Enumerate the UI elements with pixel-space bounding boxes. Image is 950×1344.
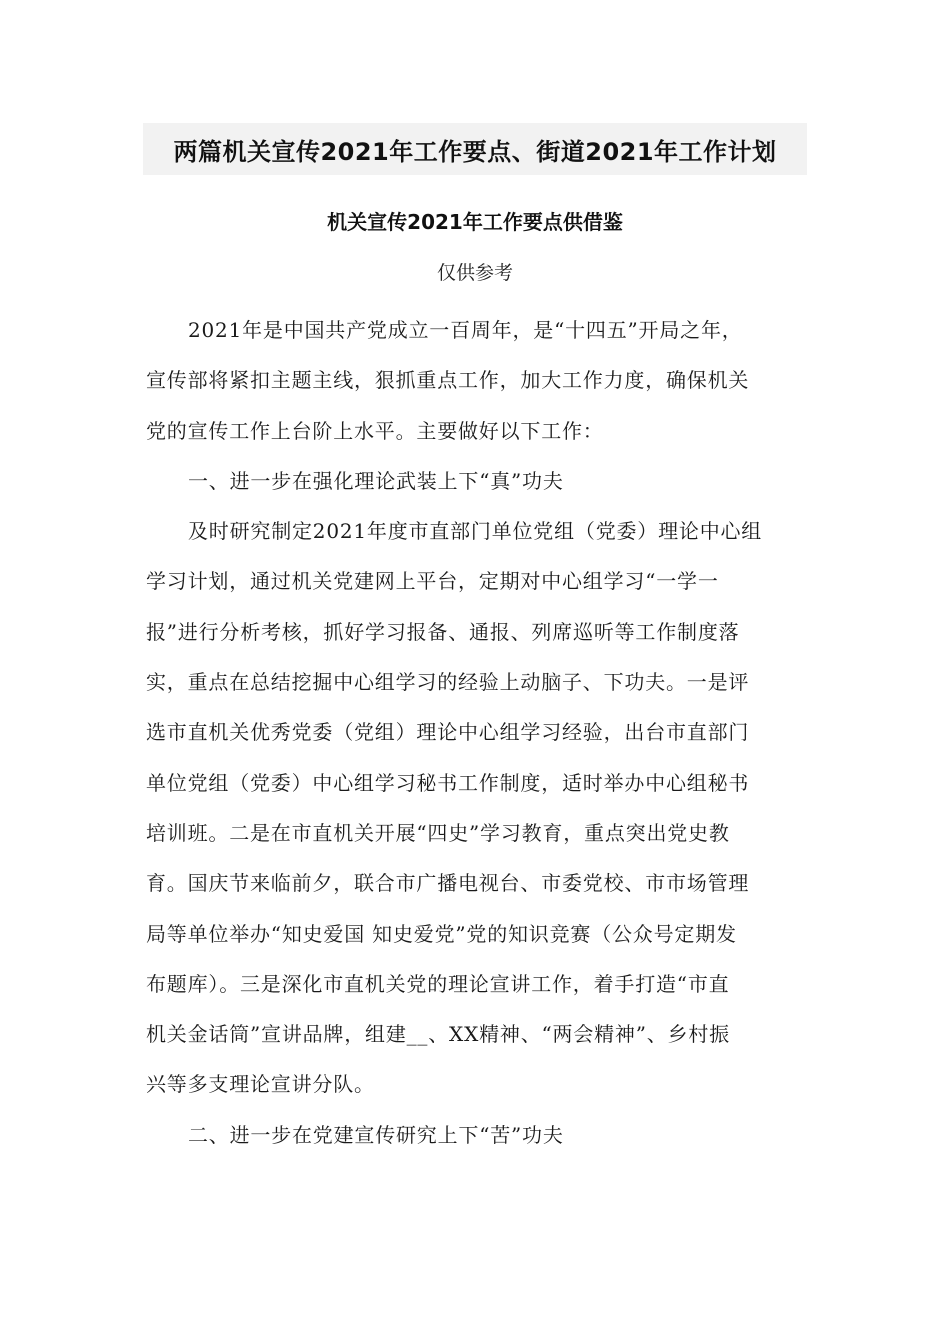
- text-line: 机关金话筒”宣讲品牌，组建__、XX精神、“两会精神”、乡村振: [146, 1022, 730, 1047]
- text-line: 布题库）。三是深化市直机关党的理论宣讲工作，着手打造“市直: [146, 971, 730, 996]
- text-line: 报”进行分析考核，抓好学习报备、通报、列席巡听等工作制度落: [146, 619, 740, 644]
- text-line: 及时研究制定2021年度市直部门单位党组（党委）理论中心组: [188, 519, 763, 544]
- document-body: [146, 305, 808, 1160]
- section-heading-2: [146, 1110, 808, 1160]
- section-heading-1: [146, 456, 808, 506]
- text-line: 局等单位举办“知史爱国 知史爱党”党的知识竞赛（公众号定期发: [146, 921, 737, 946]
- text-line: 党的宣传工作上台阶上水平。主要做好以下工作：: [146, 418, 604, 443]
- text-line: 2021年是中国共产党成立一百周年，是“十四五”开局之年，: [188, 318, 743, 342]
- text-line: 育。国庆节来临前夕，联合市广播电视台、市委党校、市市场管理: [146, 871, 750, 896]
- title-band: [143, 123, 807, 175]
- document-subtitle: 机关宣传2021年工作要点供借鉴: [327, 210, 623, 234]
- text-line: 实，重点在总结挖掘中心组学习的经验上动脑子、下功夫。一是评: [146, 670, 750, 695]
- document-title: 两篇机关宣传2021年工作要点、街道2021年工作计划: [173, 137, 777, 166]
- text-line: 宣传部将紧扣主题主线，狠抓重点工作，加大工作力度，确保机关: [146, 368, 750, 393]
- paragraph-section-1: [146, 506, 808, 1110]
- text-line: 培训班。二是在市直机关开展“四史”学习教育，重点突出党史教: [146, 820, 730, 845]
- text-line: 单位党组（党委）中心组学习秘书工作制度，适时举办中心组秘书: [146, 770, 750, 795]
- paragraph-intro: [146, 305, 808, 456]
- reference-note: 仅供参考: [436, 262, 513, 284]
- text-line: 一、进一步在强化理论武装上下“真”功夫: [188, 468, 564, 493]
- text-line: 二、进一步在党建宣传研究上下“苦”功夫: [188, 1122, 564, 1147]
- text-line: 兴等多支理论宣讲分队。: [146, 1072, 375, 1097]
- text-line: 学习计划，通过机关党建网上平台，定期对中心组学习“一学一: [146, 569, 719, 594]
- text-line: 选市直机关优秀党委（党组）理论中心组学习经验，出台市直部门: [146, 720, 750, 745]
